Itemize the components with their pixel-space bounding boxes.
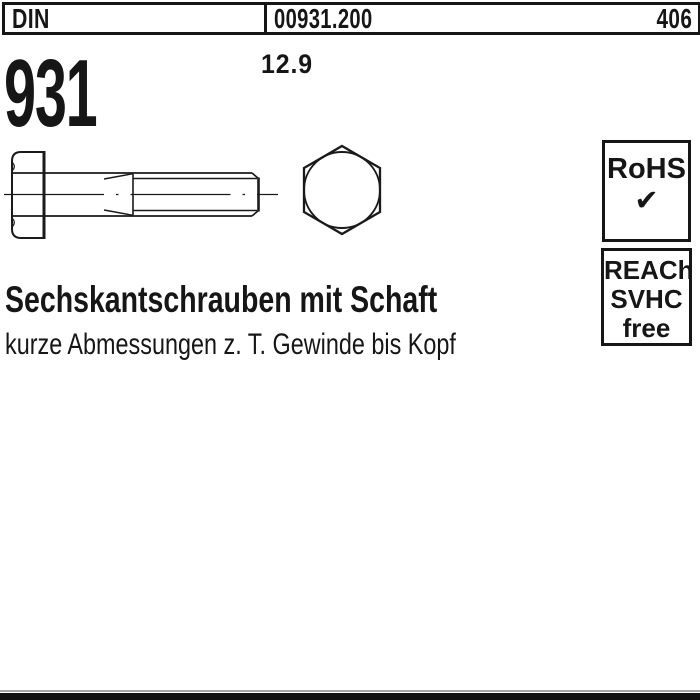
- article-number: 00931.200: [274, 2, 373, 34]
- footer-hairline: [0, 690, 700, 692]
- rohs-badge: [602, 140, 691, 242]
- hexagon-outline: [304, 146, 380, 234]
- reach-line-3: free: [622, 313, 671, 343]
- technical-drawing: [0, 135, 400, 250]
- reach-badge: [601, 248, 692, 346]
- rohs-checkmark-icon: ✔: [634, 183, 659, 217]
- din-number: 931: [4, 40, 97, 147]
- page-subtitle: kurze Abmessungen z. T. Gewinde bis Kopf: [5, 328, 456, 361]
- page-title: Sechskantschrauben mit Schaft: [5, 279, 438, 320]
- header-cell-article: [267, 2, 698, 34]
- strength-class: 12.9: [261, 49, 314, 79]
- header-bar: [2, 2, 700, 35]
- inscribed-circle: [304, 152, 380, 228]
- reach-line-1: REACh: [604, 255, 694, 285]
- hex-bolt-front-view: [304, 146, 380, 234]
- hex-bolt-side-view: [4, 151, 278, 239]
- rohs-label: RoHS: [607, 153, 686, 185]
- header-cell-standard: [5, 2, 267, 34]
- catalog-page-number: 406: [656, 2, 692, 34]
- footer-bar: [0, 693, 700, 700]
- standard-label: DIN: [12, 2, 50, 34]
- reach-line-2: SVHC: [610, 284, 683, 314]
